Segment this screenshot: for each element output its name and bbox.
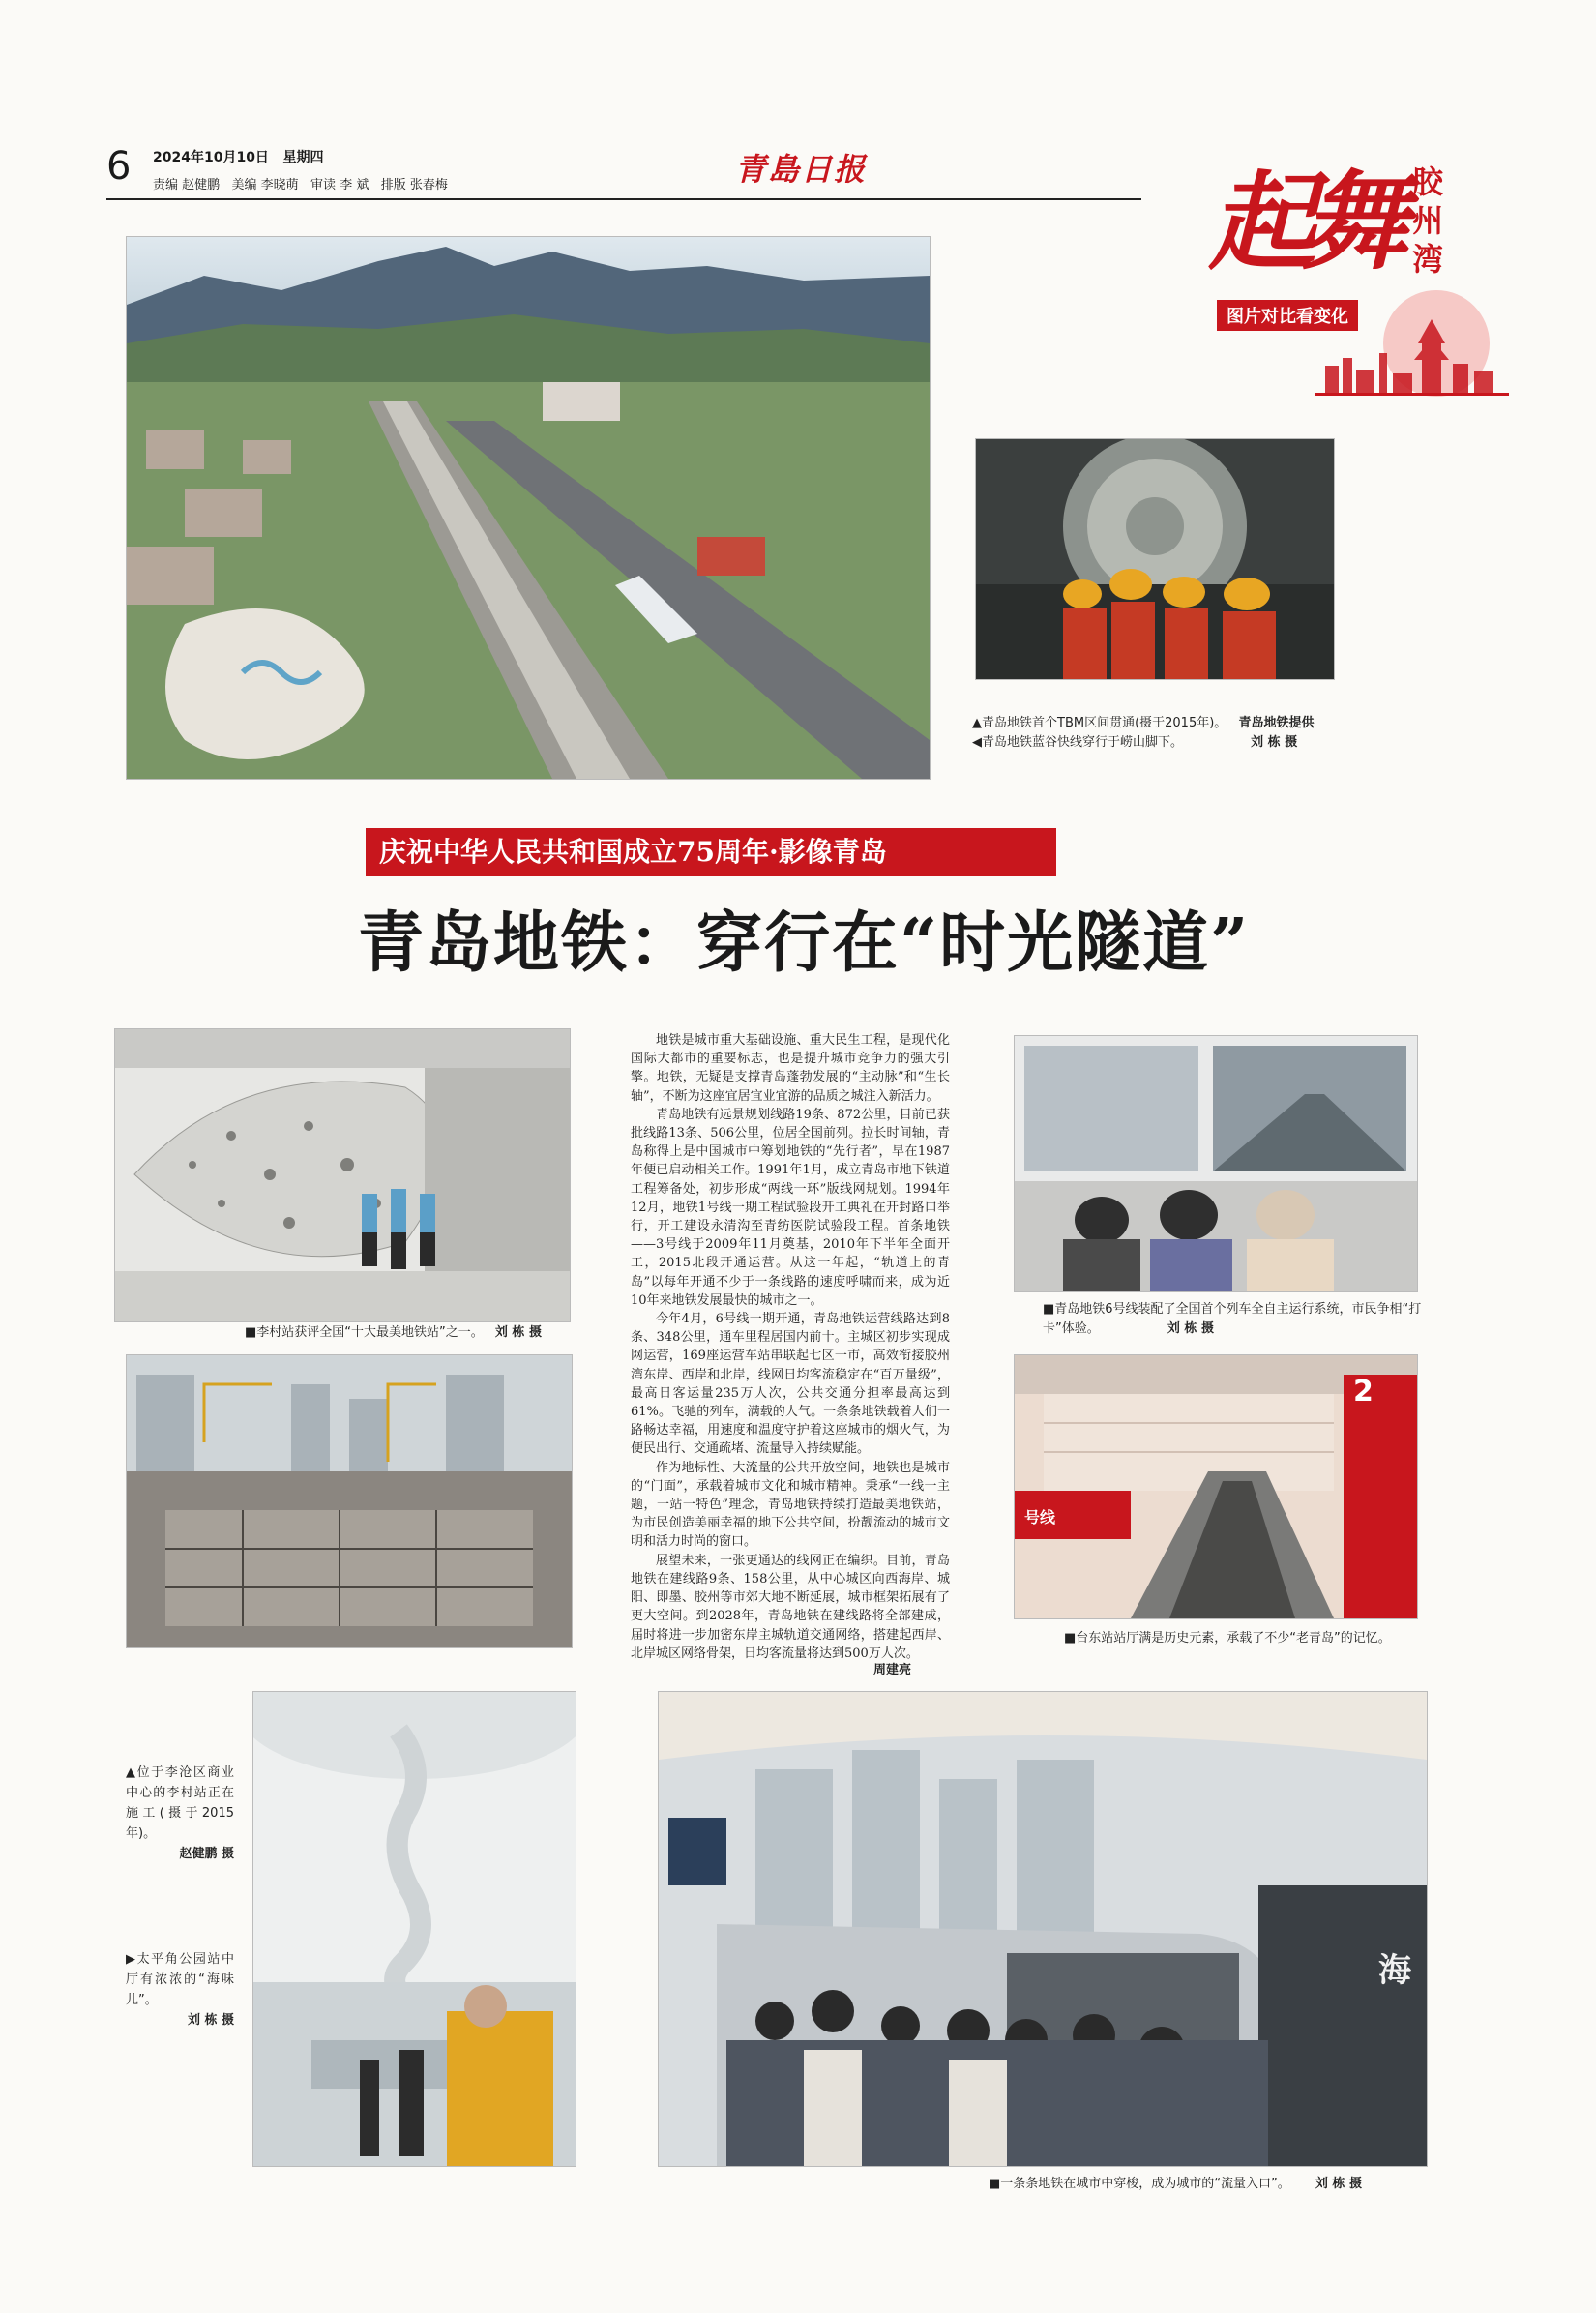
badge-subtitle: 图片对比看变化 [1217,300,1358,331]
caption-taidong: ■台东站站厅满是历史元素，承载了不少“老青岛”的记忆。 [1064,1631,1391,1646]
article-paragraph: 展望未来，一张更通达的线网正在编织。目前，青岛地铁在建线路9条、158公里，从中心城区向西海岸、城阳、即墨、胶州等市郊大地不断延展，城市框架拓展有了更大空间。到2028年，青岛地铁在建线路将全部建成，届时将进一步加密东岸主城轨道交通网络，搭建起西岸、北岸城区网络骨架，日均客流量将达到500万人次。 [631,1553,950,1661]
anniversary-banner-text: 庆祝中华人民共和国成立75周年·影像青岛 [379,836,887,868]
article-paragraph: 今年4月，6号线一期开通，青岛地铁运营线路达到8条、348公里，通车里程居国内前十。主城区初步实现成网运营，169座运营车站串联起七区一市，高效衔接胶州湾东岸、西岸和北岸，线网日均客流稳定在“百万量级”，最高日客运量235万人次，公共交通分担率最高达到61%。飞驰的列车，满载的人气。一条条地铁载着人们一路畅达幸福，用速度和温度守护着这座城市的烟火气，为便民出行、交通疏堵、流量导入持续赋能。 [631,1312,950,1457]
caption-licun-text: ■李村站获评全国“十大最美地铁站”之一。 [245,1325,484,1340]
caption-bottom-credit: 刘 栋 摄 [1315,2177,1362,2191]
caption-line6-credit: 刘 栋 摄 [1167,1321,1214,1336]
headline: 青岛地铁：穿行在“时光隧道” [358,904,1251,982]
caption-licun-construction-text: ▲位于李沧区商业中心的李村站正在施工(摄于2015年)。 [126,1765,234,1841]
photo-line6-cab [1014,1035,1418,1292]
caption-licun-construction-credit: 赵健鹏 摄 [179,1847,234,1861]
caption-lanuu: ◀青岛地铁蓝谷快线穿行于崂山脚下。 [972,735,1183,750]
masthead-rule [106,198,1141,200]
article-paragraph: 地铁是城市重大基础设施、重大民生工程，是现代化国际大都市的重要标志，也是提升城市竞争力的强大引擎。地铁，无疑是支撑青岛蓬勃发展的“主动脉”和“生长轴”，不断为这座宜居宜业宜游的品质之城注入新活力。 [631,1033,950,1104]
column-badge [1199,145,1509,397]
date-line: 2024年10月10日 星期四 [153,150,324,165]
taidong-sign-number: 2 [1353,1375,1374,1409]
caption-licun [245,1323,542,1343]
caption-top-right [972,714,1359,753]
article-byline: 周建亮 [872,1662,911,1677]
photo-taidong-station [1014,1354,1418,1619]
page-number: 6 [106,144,132,189]
paper-logo: 青島日报 [735,151,868,188]
badge-big-chars: 起舞 [1209,160,1395,284]
caption-taipingjiao-credit: 刘 栋 摄 [187,2013,234,2028]
caption-taipingjiao [126,1949,234,2031]
caption-lanuu-credit: 刘 栋 摄 [1251,735,1298,750]
platform-sign-text: 海 [1378,1951,1411,1990]
caption-licun-construction [126,1763,234,1864]
photo-taipingjiao-hall [252,1691,576,2167]
staff-line: 责编 赵健鹏 美编 李晓萌 审读 李 斌 排版 张春梅 [153,178,448,193]
photo-licun-station [114,1028,571,1322]
photo-licun-construction [126,1354,573,1648]
caption-bottom [989,2175,1362,2194]
caption-line6 [1043,1300,1430,1339]
caption-taipingjiao-text: ▶太平角公园站中厅有浓浓的“海味儿”。 [126,1952,234,2007]
caption-line6-text: ■青岛地铁6号线装配了全国首个列车全自主运行系统，市民争相“打卡”体验。 [1043,1302,1422,1336]
photo-tbm-tunnel [975,438,1335,680]
photo-platform-crowd [658,1691,1428,2167]
article-paragraph: 作为地标性、大流量的公共开放空间，地铁也是城市的“门面”，承载着城市文化和城市精神。秉承“一线一主题，一站一特色”理念，青岛地铁持续打造最美地铁站，为市民创造美丽幸福的地下公共空间，扮靓流动的城市文明和活力时尚的窗口。 [631,1460,950,1550]
anniversary-banner [366,828,1056,876]
photo-aerial-railway [126,236,931,780]
caption-tbm-credit: 青岛地铁提供 [1238,716,1315,730]
caption-licun-credit: 刘 栋 摄 [494,1325,542,1340]
taidong-sign-line: 号线 [1024,1508,1056,1527]
caption-bottom-text: ■一条条地铁在城市中穿梭，成为城市的“流量入口”。 [989,2177,1290,2191]
badge-side-chars: 胶州湾 [1412,163,1444,278]
article-body [631,1031,950,1679]
caption-tbm: ▲青岛地铁首个TBM区间贯通(摄于2015年)。 [972,716,1227,730]
article-paragraph: 青岛地铁有远景规划线路19条、872公里，目前已获批线路13条、506公里，位居全国前列。拉长时间轴，青岛称得上是中国城市中筹划地铁的“先行者”，早在1987年便已启动相关工作。1991年1月，成立青岛市地下铁道工程筹备处，初步形成“两线一环”版线网规划。1994年12月，地铁1号线一期工程试验段开工典礼在开封路口举行，开工建设永清沟至青纺医院试验段工程。首条地铁——3号线于2009年11月奠基，2010年下半年全面开工，2015北段开通运营。从这一年起，“轨道上的青岛”以每年开通不少于一条线路的速度呼啸而来，成为近10年来地铁发展最快的城市之一。 [631,1107,950,1308]
